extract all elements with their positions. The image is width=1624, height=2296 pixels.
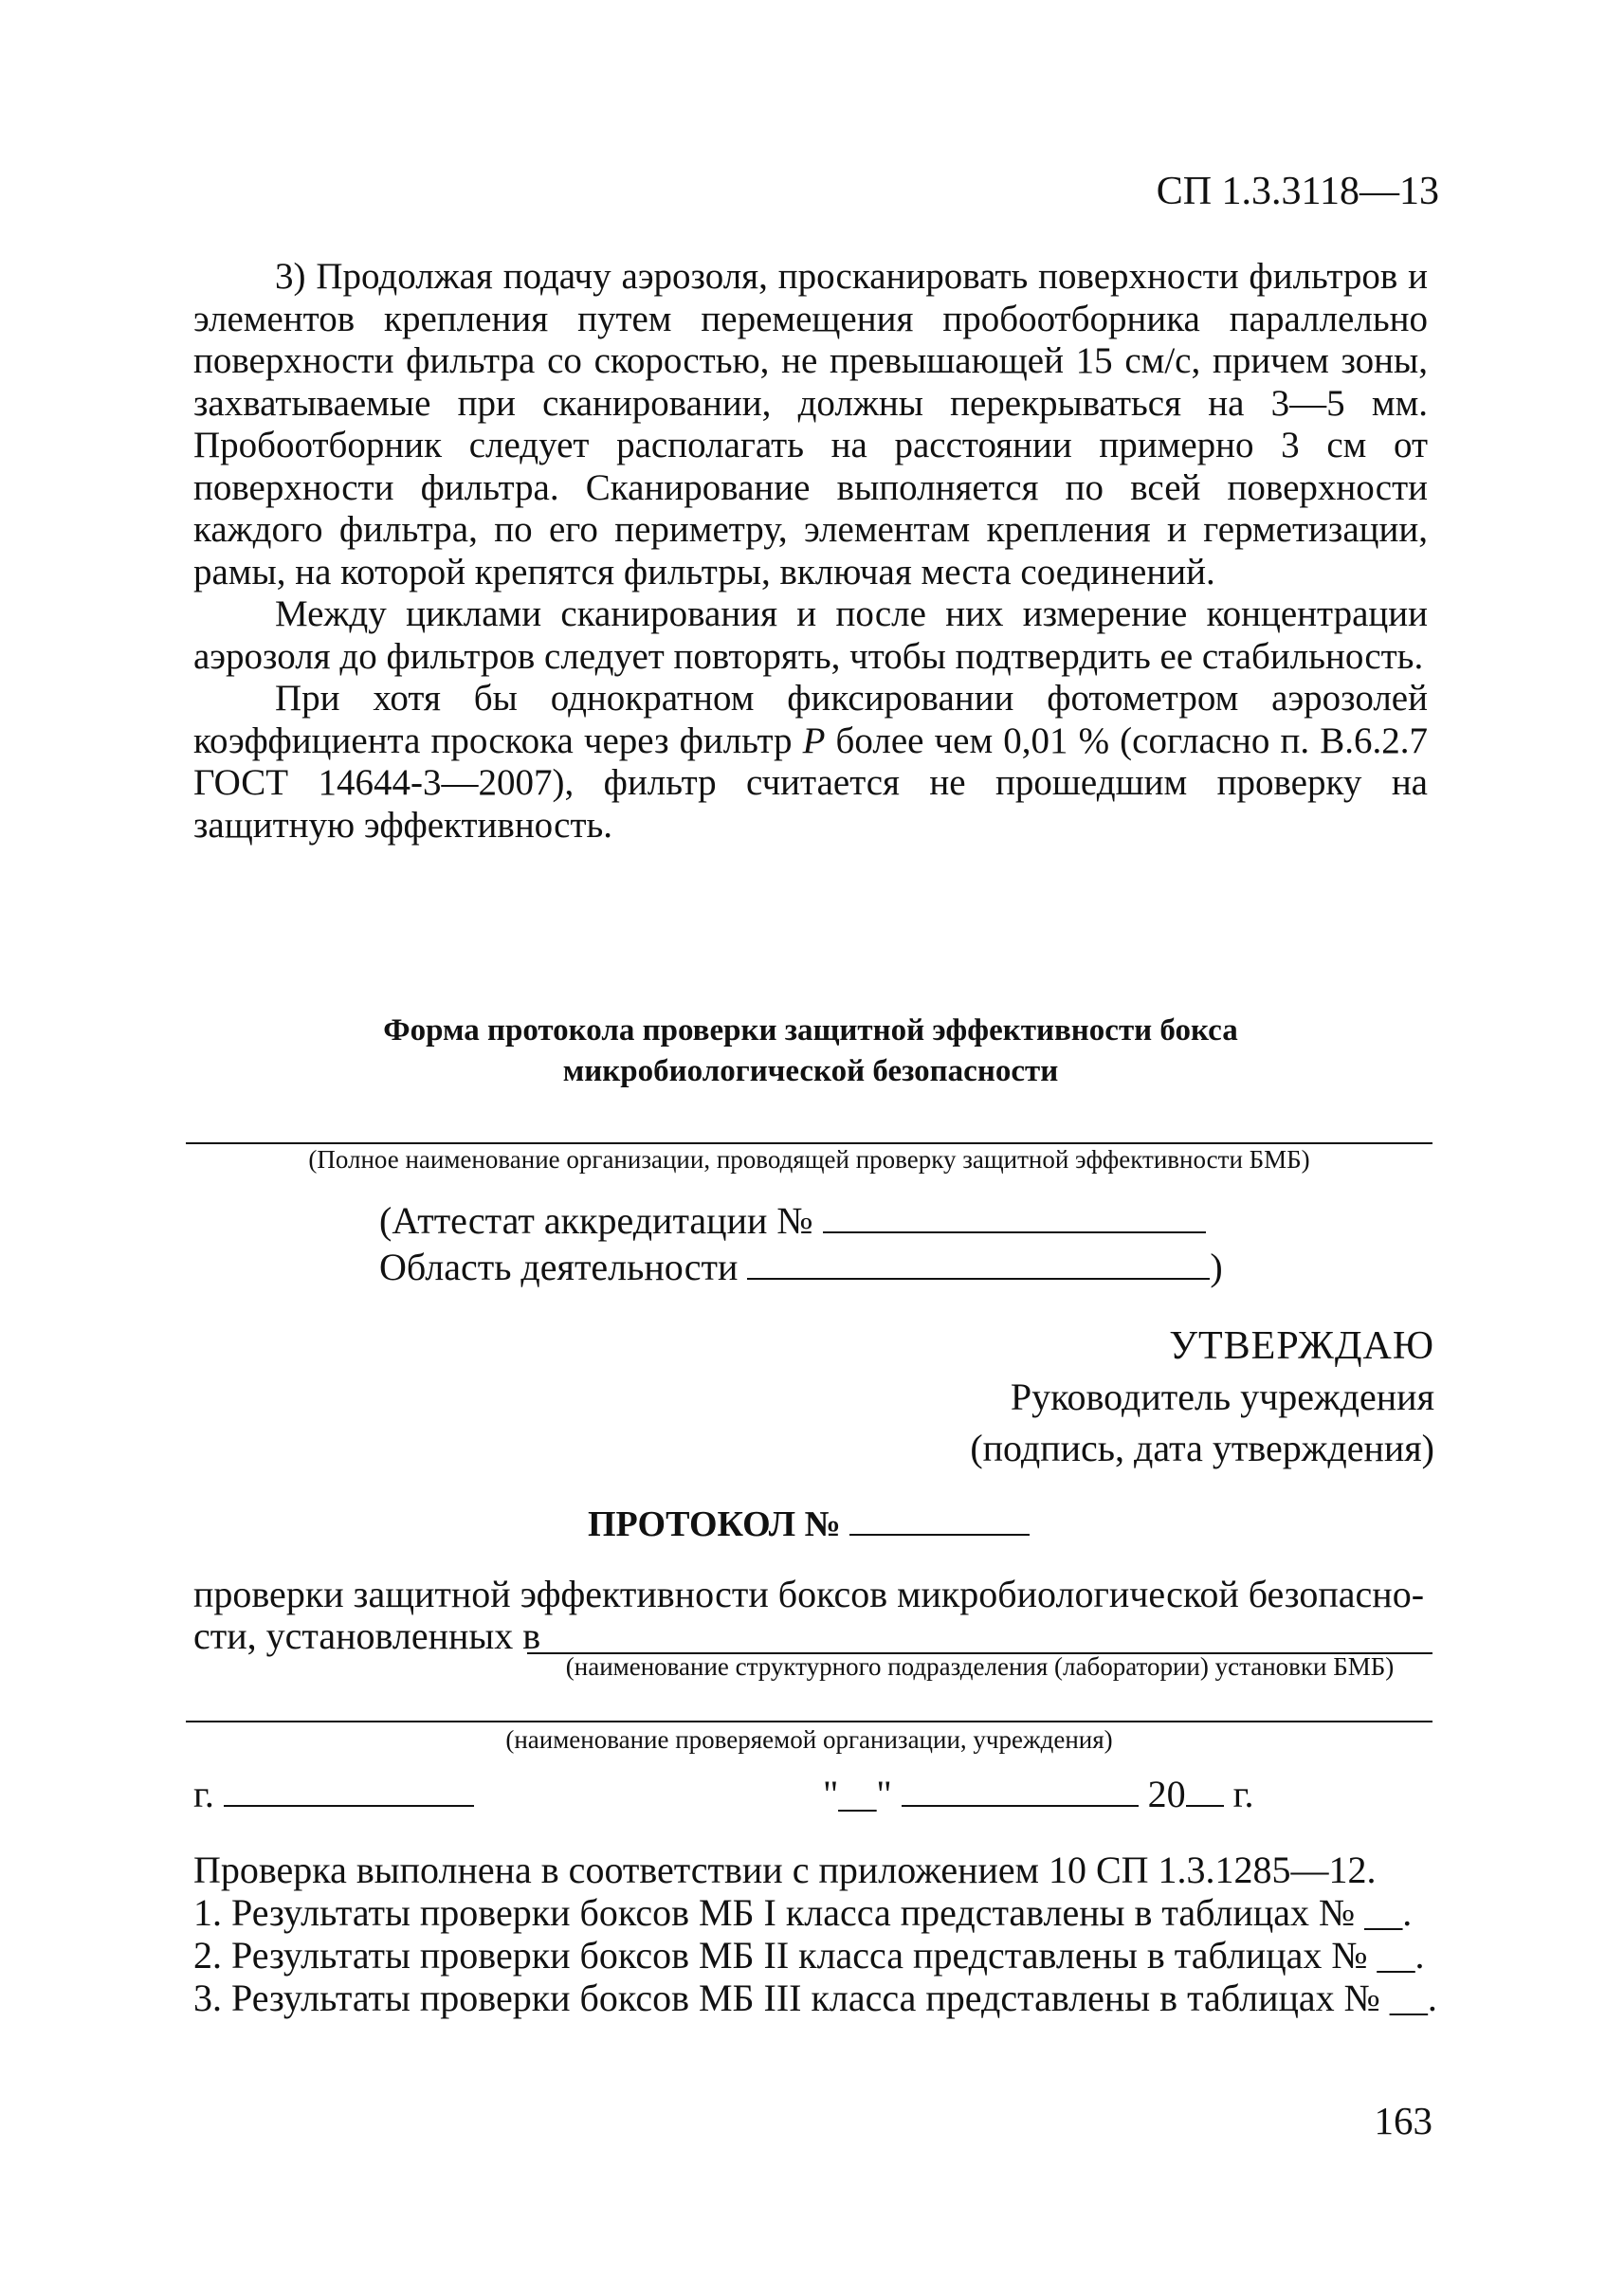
activity-area-blank (747, 1244, 1210, 1280)
approval-signature: (подпись, дата утверждения) (970, 1427, 1434, 1469)
city-line (193, 1771, 474, 1816)
activity-area-label: Область деятельности (379, 1246, 739, 1288)
protocol-title (588, 1500, 1030, 1545)
filter-symbol: P (802, 720, 826, 761)
date-line (823, 1771, 1254, 1816)
conformity-statement: Проверка выполнена в соответствии с приложением 10 СП 1.3.1285—12. (193, 1849, 1377, 1891)
paragraph-scanning: 3) Продолжая подачу аэрозоля, просканировать поверхности фильтров и элементов крепления путем перемещения пробоотборника параллельно поверхности фильтра со скоростью, не превышающей 15 см/с, причем зоны, захватываемые при сканировании, должны перекрываться на 3—5 мм. Пробоотборник следует располагать на расстоянии примерно 3 см от поверхности фильтра. Сканирование выполняется по всей поверхности каждого фильтра, по его периметру, элементам крепления и герметизации, рамы, на которой крепятся фильтры, включая места соединений. (193, 256, 1428, 592)
city-blank (224, 1771, 474, 1807)
list-item: 2. Результаты проверки боксов МБ II класса представлены в таблицах № __. (193, 1934, 1425, 1977)
form-title-line2: микробиологической безопасности (562, 1054, 1059, 1088)
paragraph-breakthrough-start: При хотя бы однократном фиксировании фотометром аэрозолей коэффициента проскока через фильтр (193, 678, 1428, 761)
check-text-line2 (193, 1613, 540, 1658)
accreditation-label: (Аттестат аккредитации № (379, 1199, 813, 1242)
installed-in-label: сти, установленных в (193, 1614, 541, 1657)
accreditation-line (379, 1197, 1206, 1243)
form-title-line1: Форма протокола проверки защитной эффективности бокса (383, 1013, 1238, 1048)
year-prefix: 20 (1147, 1773, 1186, 1815)
activity-area-line (379, 1244, 1223, 1289)
form-title (193, 1011, 1428, 1092)
org-name-caption: (Полное наименование организации, проводящей проверку защитной эффективности БМБ) (308, 1145, 1310, 1174)
body-text (193, 256, 1428, 847)
checked-org-line (186, 1721, 1432, 1722)
protocol-label: ПРОТОКОЛ № (588, 1504, 841, 1544)
paragraph-stability: Между циклами сканирования и после них измерение концентрации аэрозоля до фильтров следует повторять, чтобы подтвердить ее стабильность. (193, 593, 1428, 677)
month-blank (902, 1771, 1139, 1807)
protocol-number-blank (849, 1500, 1030, 1536)
approval-block (970, 1321, 1434, 1474)
check-text-line1: проверки защитной эффективности боксов микробиологической безопасно- (193, 1573, 1425, 1615)
city-label: г. (193, 1773, 214, 1815)
list-item: 1. Результаты проверки боксов МБ I класса представлены в таблицах № __. (193, 1891, 1413, 1934)
activity-area-close: ) (1210, 1246, 1223, 1288)
accreditation-blank (823, 1197, 1206, 1233)
day-field: "__" (823, 1773, 892, 1815)
org-name-line (186, 1142, 1432, 1144)
paragraph-breakthrough-end: более чем 0,01 % (согласно п. В.6.2.7 ГОСТ 14644-3—2007), фильтр считается не прошедшим проверку на защитную эффективность. (193, 720, 1429, 846)
year-blank (1186, 1771, 1224, 1807)
checked-org-caption: (наименование проверяемой организации, учреждения) (505, 1725, 1113, 1754)
page-number: 163 (1374, 2099, 1432, 2142)
year-suffix: г. (1232, 1773, 1254, 1815)
approval-title: УТВЕРЖДАЮ (1169, 1324, 1434, 1368)
approval-role: Руководитель учреждения (1010, 1376, 1434, 1418)
document-code: СП 1.3.3118—13 (1156, 170, 1439, 213)
division-caption: (наименование структурного подразделения (лаборатории) установки БМБ) (565, 1652, 1395, 1681)
results-list (193, 1849, 1445, 2019)
list-item: 3. Результаты проверки боксов МБ III класса представлены в таблицах № __. (193, 1977, 1437, 2019)
paragraph-breakthrough (193, 678, 1428, 847)
